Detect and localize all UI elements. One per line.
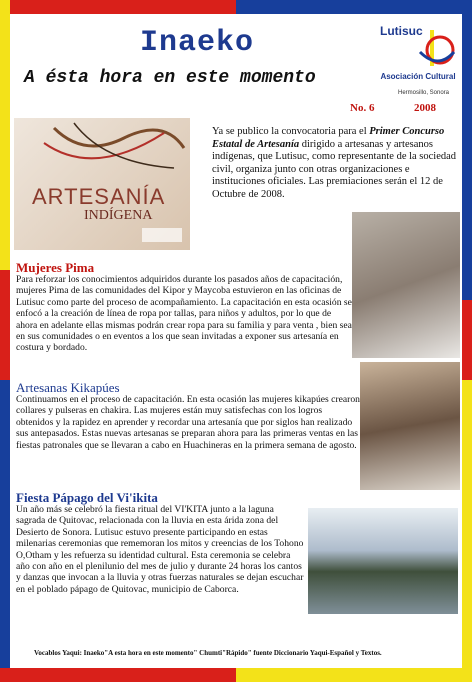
intro-highlight: Primer Concurso Estatal de Artesanía: [212, 126, 445, 150]
sewing-woman-photo: [352, 212, 460, 358]
lutisuc-logo: [380, 22, 456, 94]
frame-right-yellow: [462, 380, 472, 682]
logo-city: Hermosillo, Sonora: [398, 90, 450, 96]
frame-top-red: [0, 0, 236, 14]
frame-left-blue: [0, 380, 10, 682]
section-heading-fiesta: Fiesta Pápago del Vi'ikita: [16, 490, 158, 505]
logo-emblem-icon: [380, 22, 456, 72]
issue-number: No. 6: [350, 102, 375, 114]
section-body-pima: Para reforzar los conocimientos adquiridos durante los pasados años de capacitación, mujeres Pima de las comunidades del Kipor y Maycoba estuvieron en las oficinas de Lutisuc como parte del proceso de acompañamiento. La capacitación en esta ocasión se enfocó a la creación de línea de ropa por tallas, para niños y adultos, por lo que de ahora en adelante ellas mismas podrán crear ropa para su familia y para venta , bien sea en sus comunidades o en eventos a los que sean invitadas a exponer sus artesanía en costura y bordado.: [16, 274, 352, 354]
section-heading-kikapu: Artesanas Kikapúes: [16, 380, 120, 395]
intro-text-after: dirigido a artesanas y artesanos indígenas, que Lutisuc, como representante de la sociedad civil, organiza junto con otras organizaciones e instituciones oficiales. Las premiaciones serán el 12 de Octubre de 2008.: [212, 138, 457, 200]
frame-right-red: [462, 300, 472, 380]
lagoon-photo: [308, 508, 458, 614]
frame-right-blue: [462, 0, 472, 300]
section-body-fiesta: Un año más se celebró la fiesta ritual del VI'KITA junto a la laguna sagrada de Quitovac, relacionada con la lluvia en esta árida zona del Desierto de Sonora. Lutisuc estuvo presente participando en estas milenarias ceremonias que rememoran los mitos y creencias de los Tohono O,Otham y les refuerza su identidad cultural. Esta ceremonia se celebra año con año en el plenilunio del mes de julio y durante 24 horas los cantos y danzas que invocan a la lluvia y otras fuerzas naturales se dejan escuchar en el poblado pápago de Quitovac, municipio de Caborca.: [16, 504, 304, 595]
poster-subtitle: INDÍGENA: [84, 208, 153, 223]
issue-year: 2008: [414, 102, 436, 114]
logo-brand: Lutisuc: [380, 24, 423, 38]
frame-left-yellow: [0, 0, 10, 270]
poster-title: ARTESANÍA: [32, 184, 166, 209]
intro-text-before: Ya se publico la convocatoria para el: [212, 126, 370, 137]
section-heading-pima: Mujeres Pima: [16, 260, 95, 275]
footer-note: Vocablos Yaqui: Inaeko"A esta hora en este momento" Chumti"Rápido" fuente Diccionario Yaqui-Español y Textos.: [34, 649, 382, 657]
frame-bottom-yellow: [236, 668, 472, 682]
beading-woman-photo: [360, 362, 460, 490]
intro-paragraph: [212, 126, 460, 202]
section-body-kikapu: Continuamos en el proceso de capacitación. En esta ocasión las mujeres kikapúes crearon collares y pulseras en chakira. Las mujeres están muy satisfechas con los logros obtenidos y la rapidez en aprender y recordar una artesanía que por siglos han realizado sus antepasados. Estas nuevas artesanas se preparan ahora para las primeras ventas en las fiestas patronales que se llevaran a cabo en Huachineras en la primera semana de agosto.: [16, 394, 360, 451]
newsletter-title: Inaeko: [140, 26, 255, 60]
artesania-indigena-poster: [14, 118, 190, 250]
frame-left-red: [0, 270, 10, 380]
logo-name: Asociación Cultural: [380, 72, 456, 81]
newsletter-subtitle: A ésta hora en este momento: [24, 68, 316, 88]
frame-top-blue: [236, 0, 472, 14]
